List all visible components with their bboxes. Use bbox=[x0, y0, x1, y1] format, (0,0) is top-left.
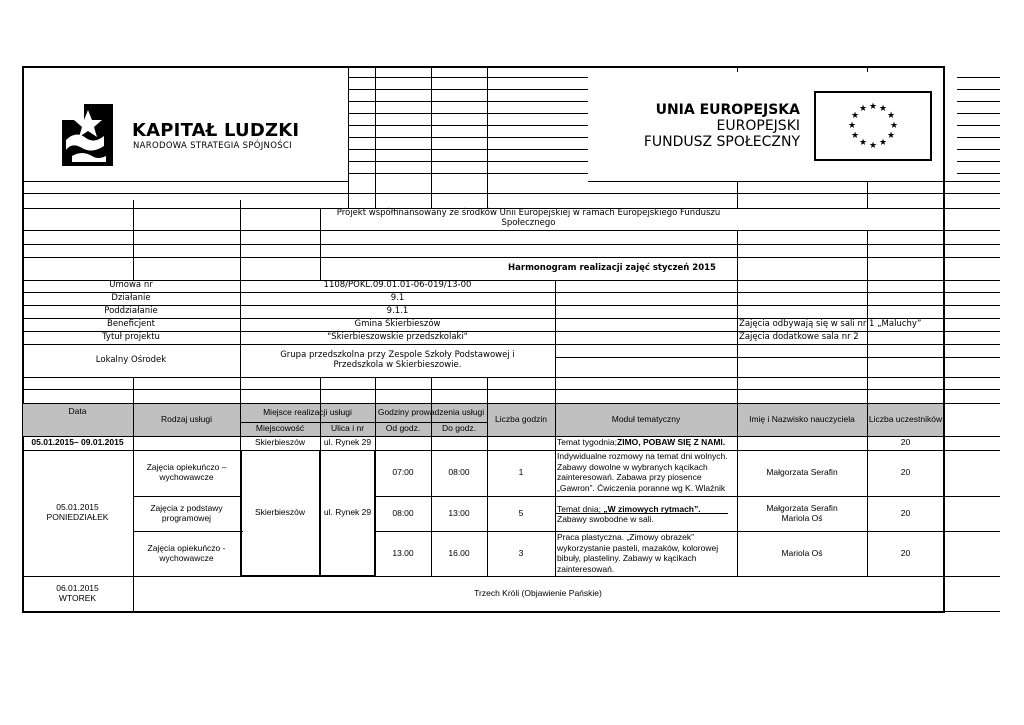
row1-hours: 1 bbox=[518, 467, 524, 478]
info-label-beneficjent: Beneficjent bbox=[106, 318, 156, 329]
day1-date-cell bbox=[22, 450, 133, 576]
day2-date: 06.01.2015 bbox=[56, 582, 99, 593]
svg-text:★: ★ bbox=[878, 104, 888, 114]
svg-text:★: ★ bbox=[878, 138, 888, 148]
kapital-subtitle: NARODOWA STRATEGIA SPÓJNOŚCI bbox=[133, 141, 292, 151]
row3-participants: 20 bbox=[900, 547, 911, 558]
header-modul: Moduł tematyczny bbox=[611, 413, 681, 424]
row1-teacher: Małgorzata Serafin bbox=[766, 467, 838, 478]
header-data: Data bbox=[68, 406, 87, 417]
eu-flag bbox=[814, 91, 932, 161]
row2-participants: 20 bbox=[900, 507, 911, 518]
week-participants: 20 bbox=[900, 437, 911, 448]
info-label-osrodek: Lokalny Ośrodek bbox=[95, 354, 167, 365]
row2-hours: 5 bbox=[518, 507, 524, 518]
week-date: 05.01.2015– 09.01.2015 bbox=[31, 437, 124, 448]
row2-module bbox=[557, 504, 735, 524]
row2-od: 08:00 bbox=[392, 507, 414, 518]
info-value-dzialanie: 9.1 bbox=[390, 292, 405, 303]
info-value-umowa: 1108/POKL.09.01.01-06-019/13-00 bbox=[323, 280, 472, 291]
row2-module-rest: Zabawy swobodne w sali. bbox=[557, 514, 654, 525]
row1-participants: 20 bbox=[900, 467, 911, 478]
header-nauczyciel: Imię i Nazwisko nauczyciela bbox=[749, 413, 855, 424]
row2-teacher-1: Małgorzata Serafin bbox=[766, 502, 838, 513]
row1-rodzaj: Zajęcia opiekuńczo – wychowawcze bbox=[146, 462, 227, 482]
row3-od: 13.00 bbox=[392, 547, 414, 558]
row1-do: 08:00 bbox=[448, 467, 470, 478]
header-miejsce: Miejsce realizacji usługi bbox=[263, 406, 352, 417]
week-topic: Temat tygodnia; ZIMO, POBAW SIĘ Z NAMI. bbox=[557, 437, 726, 448]
header-do: Do godz. bbox=[441, 423, 477, 434]
row2-rodzaj: Zajęcia z podstawy programowej bbox=[150, 502, 223, 523]
note-sala-2: Zajęcia dodatkowe sala nr 2 bbox=[739, 331, 859, 342]
week-miejscowosc: Skierbieszów bbox=[254, 437, 306, 448]
svg-text:★: ★ bbox=[886, 131, 896, 141]
schedule-title: Harmonogram realizacji zajęć styczeń 2015 bbox=[508, 262, 716, 273]
svg-text:★: ★ bbox=[886, 111, 896, 121]
row1-od: 07:00 bbox=[392, 467, 414, 478]
day1-miejscowosc: Skierbieszów bbox=[254, 507, 306, 518]
row2-teachers bbox=[737, 496, 867, 531]
info-value-tytul: "Skierbieszowskie przedszkolaki" bbox=[327, 331, 468, 342]
svg-text:★: ★ bbox=[889, 121, 899, 131]
kapital-title: KAPITAŁ LUDZKI bbox=[132, 120, 300, 141]
day2-weekday: WTOREK bbox=[58, 592, 97, 603]
frame-bottom bbox=[22, 611, 945, 613]
header-od: Od godz. bbox=[385, 423, 421, 434]
day1-date: 05.01.2015 bbox=[56, 502, 99, 513]
svg-text:★: ★ bbox=[858, 104, 868, 114]
header-rodzaj: Rodzaj usługi bbox=[160, 413, 213, 424]
row2-module-prefix: Temat dnia; bbox=[557, 504, 604, 514]
info-value-beneficjent: Gmina Skierbieszów bbox=[354, 318, 441, 329]
ue-title: UNIA EUROPEJSKA bbox=[655, 102, 800, 118]
row2-module-bold: „W zimowych rytmach”. bbox=[603, 504, 701, 514]
header-uczestnicy: Liczba uczestników bbox=[868, 413, 943, 424]
row2-teacher-2: Mariola Oś bbox=[781, 512, 823, 523]
ue-line2: EUROPEJSKI bbox=[716, 118, 800, 134]
day2-holiday: Trzech Króli (Objawienie Pańskie) bbox=[474, 587, 602, 598]
row3-do: 16.00 bbox=[448, 547, 470, 558]
info-label-dzialanie: Działanie bbox=[111, 292, 151, 303]
row3-module: Praca plastyczna. „Zimowy obrazek” wykorzystanie pasteli, mazaków, kolorowej bibuły, plasteliny. Zabawy w kącikach zainteresowań. bbox=[557, 532, 719, 574]
info-value-osrodek: Grupa przedszkolna przy Zespole Szkoły Podstawowej i Przedszkola w Skierbieszowie. bbox=[280, 349, 515, 370]
info-label-umowa: Umowa nr bbox=[109, 280, 153, 291]
header-liczba-godzin: Liczba godzin bbox=[495, 413, 547, 424]
svg-text:★: ★ bbox=[868, 102, 878, 112]
week-ulica: ul. Rynek 29 bbox=[323, 437, 372, 448]
info-label-poddzialanie: Poddziałanie bbox=[104, 305, 158, 316]
day2-date-cell bbox=[22, 576, 133, 611]
cofinancing-note: Projekt współfinansowany ze środków Unii Europejskiej w ramach Europejskiego Funduszu Społecznego bbox=[336, 208, 721, 228]
row3-hours: 3 bbox=[518, 547, 524, 558]
header-godziny: Godziny prowadzenia usługi bbox=[377, 406, 485, 417]
row3-teacher: Mariola Oś bbox=[781, 547, 823, 558]
note-sala-1: Zajęcia odbywają się w sali nr 1 „Maluchy” bbox=[739, 318, 922, 329]
row1-module: Indywidualne rozmowy na temat dni wolnych. Zabawy dowolne w wybranych kącikach zainteresowań. Zabawa przy piosence „Gawron”. Ćwiczenia poranne wg K. Wlaźnik bbox=[557, 451, 728, 493]
svg-text:★: ★ bbox=[850, 131, 860, 141]
info-label-tytul: Tytuł projektu bbox=[102, 331, 160, 342]
row3-rodzaj: Zajęcia opiekuńczo - wychowawcze bbox=[147, 542, 226, 563]
eu-stars-icon bbox=[816, 93, 930, 159]
ue-line3: FUNDUSZ SPOŁECZNY bbox=[643, 134, 800, 150]
svg-text:★: ★ bbox=[858, 138, 868, 148]
header-miejscowosc: Miejscowość bbox=[255, 423, 305, 434]
header-ulica: Ulica i nr bbox=[330, 423, 365, 434]
day1-ulica: ul. Rynek 29 bbox=[323, 507, 372, 518]
svg-text:★: ★ bbox=[850, 111, 860, 121]
row2-do: 13:00 bbox=[448, 507, 470, 518]
info-value-poddzialanie: 9.1.1 bbox=[386, 305, 409, 316]
svg-text:★: ★ bbox=[847, 121, 857, 131]
frame-top bbox=[22, 66, 945, 68]
svg-text:★: ★ bbox=[868, 141, 878, 151]
day1-weekday: PONIEDZIAŁEK bbox=[46, 512, 109, 522]
kapital-ludzki-logo bbox=[58, 100, 113, 166]
